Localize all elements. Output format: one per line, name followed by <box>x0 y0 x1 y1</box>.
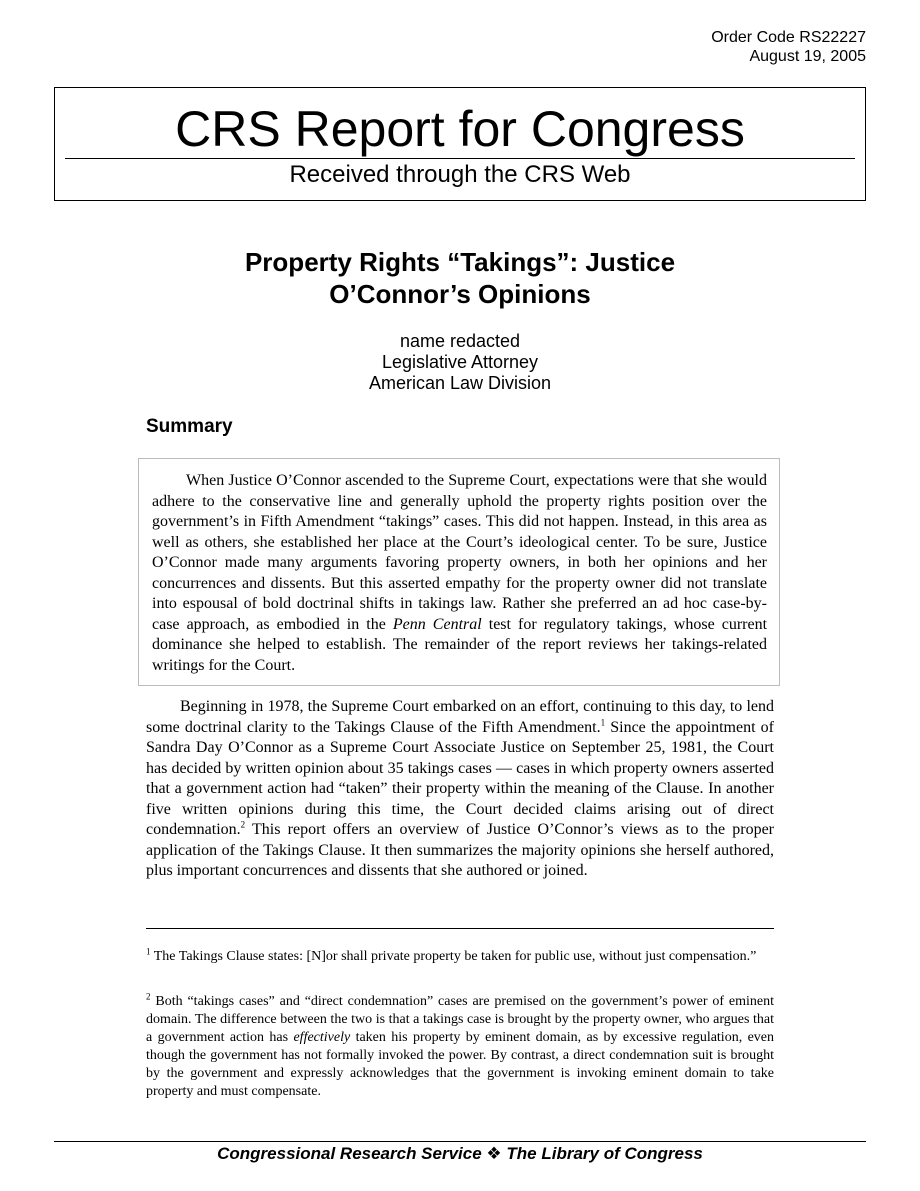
report-title-line-2: O’Connor’s Opinions <box>329 279 591 309</box>
footnote-2-text-part-1: Both “takings cases” and “direct condemnation” cases are premised on the government’s power of eminent domain. The difference between the two is that a takings case is brought by the property owner, who argues that a government action has <box>146 994 774 1045</box>
summary-italic-term: Penn Central <box>392 615 482 633</box>
footer-right: The Library of Congress <box>506 1144 703 1163</box>
report-banner <box>54 87 866 201</box>
footnote-divider <box>146 928 774 929</box>
footer-separator-icon: ❖ <box>486 1144 502 1163</box>
footer-left: Congressional Research Service <box>217 1144 482 1163</box>
footnote-1-text: The Takings Clause states: [N]or shall private property be taken for public use, without just compensation.” <box>150 949 757 964</box>
footnote-2-number: 2 <box>146 991 151 1002</box>
body-text-part-2: Since the appointment of Sandra Day O’Connor as a Supreme Court Associate Justice on September 25, 1981, the Court has decided by written opinion about 35 takings cases — cases in which property owners asserted that a government action had “taken” their property within the meaning of the Clause. In another five written opinions during this time, the Court decided claims arising out of direct condemnation. <box>146 718 775 838</box>
footnote-2 <box>146 993 774 1101</box>
summary-heading: Summary <box>146 416 233 437</box>
banner-title: CRS Report for Congress <box>175 101 745 157</box>
footnote-ref-1[interactable]: 1 <box>600 717 606 728</box>
order-code: Order Code RS22227 <box>711 29 866 46</box>
summary-text-part-2: test for regulatory takings, whose current dominance she helped to establish. The remainder of the report reviews her takings-related writings for the Court. <box>152 615 768 674</box>
footnote-ref-2[interactable]: 2 <box>240 819 246 830</box>
body-paragraph <box>146 697 774 882</box>
order-header <box>711 28 866 66</box>
author-block <box>0 331 920 394</box>
author-name: name redacted <box>399 331 521 351</box>
footnote-2-italic-term: effectively <box>293 1030 351 1045</box>
footnote-1 <box>146 948 774 966</box>
footnote-2-text-part-2: taken his property by eminent domain, as by excessive regulation, even though the government has not formally invoked the power. By contrast, a direct condemnation suit is brought by the government and expressly acknowledges that the government is invoking eminent domain to take property and must compensate. <box>146 1030 775 1099</box>
page-footer <box>0 1143 920 1164</box>
report-title-line-1: Property Rights “Takings”: Justice <box>244 247 676 277</box>
summary-paragraph <box>152 471 767 676</box>
footnote-1-number: 1 <box>146 946 151 957</box>
body-text-part-1: Beginning in 1978, the Supreme Court embarked on an effort, continuing to this day, to lend some doctrinal clarity to the Takings Clause of the Fifth Amendment. <box>146 698 774 736</box>
banner-subtitle: Received through the CRS Web <box>289 161 631 188</box>
footer-divider <box>54 1141 866 1142</box>
author-division: American Law Division <box>368 373 552 393</box>
body-text-part-3: This report offers an overview of Justice O’Connor’s views as to the proper application of the Takings Clause. It then summarizes the majority opinions she herself authored, plus important concurrences and dissents that she authored or joined. <box>146 821 774 879</box>
banner-divider <box>65 158 855 159</box>
report-title <box>0 246 920 310</box>
author-role: Legislative Attorney <box>381 352 539 372</box>
summary-box <box>138 458 780 686</box>
summary-text-part-1: When Justice O’Connor ascended to the Supreme Court, expectations were that she would adhere to the conservative line and generally uphold the property rights position over the government’s in Fifth Amendment “takings” cases. This did not happen. Instead, in this area as well as others, she established her place at the Court’s ideological center. To be sure, Justice O’Connor made many arguments favoring property owners, in both her opinions and her concurrences and dissents. But this asserted empathy for the property owner did not translate into espousal of bold doctrinal shifts in takings law. Rather she preferred an ad hoc case-by-case approach, as embodied in the <box>152 472 767 633</box>
report-date: August 19, 2005 <box>749 48 866 65</box>
